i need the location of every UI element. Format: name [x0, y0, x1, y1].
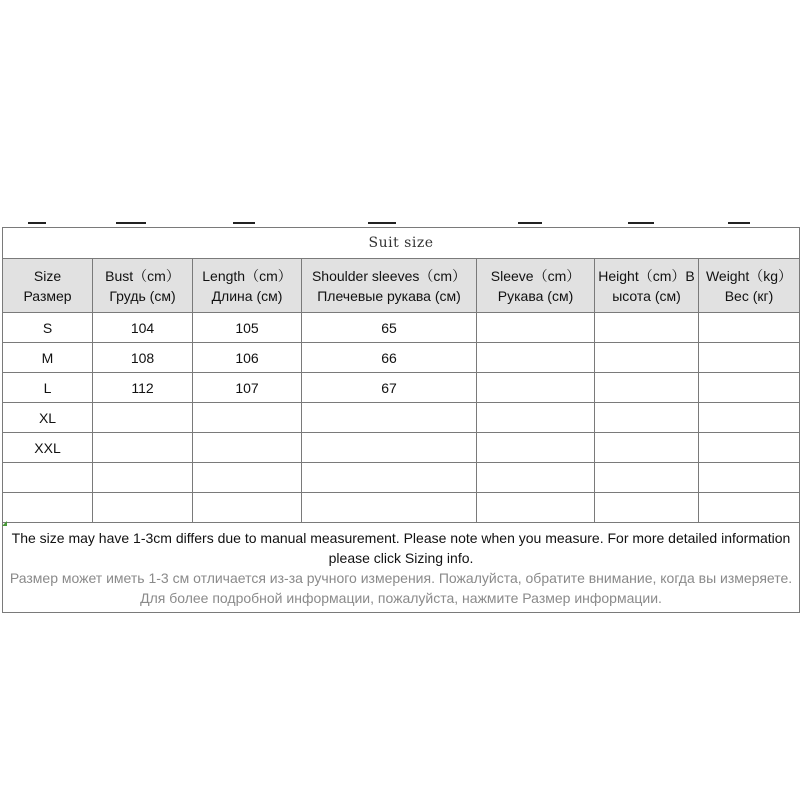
table-cell-size: M	[3, 343, 93, 373]
table-cell-bust	[93, 463, 193, 493]
table-cell-shoulder-sleeves	[302, 463, 477, 493]
table-cell-bust: 112	[93, 373, 193, 403]
header-label-en: Shoulder sleeves（cm）	[311, 267, 467, 284]
table-cell-sleeve	[477, 403, 595, 433]
table-cell-shoulder-sleeves	[302, 493, 477, 523]
header-label-ru: Рукава (см)	[497, 287, 574, 304]
header-row	[3, 259, 800, 313]
table-cell-size	[3, 463, 93, 493]
table-row	[3, 403, 800, 433]
table-cell-height	[595, 433, 699, 463]
table-cell-bust: 108	[93, 343, 193, 373]
table-row	[3, 433, 800, 463]
table-cell-weight	[699, 463, 800, 493]
table-cell-height	[595, 373, 699, 403]
note-row	[3, 523, 800, 613]
table-cell-height	[595, 403, 699, 433]
table-cell-sleeve	[477, 433, 595, 463]
table-cell-size	[3, 493, 93, 523]
table-cell-size: XXL	[3, 433, 93, 463]
table-cell-height	[595, 463, 699, 493]
header-label-en: Height（cm）В	[598, 267, 695, 284]
size-chart-table	[2, 227, 800, 613]
table-cell-weight	[699, 493, 800, 523]
table-cell-shoulder-sleeves: 66	[302, 343, 477, 373]
table-cell-shoulder-sleeves: 67	[302, 373, 477, 403]
header-label-en: Sleeve（cm）	[490, 267, 581, 284]
header-label-en: Length（cm）	[202, 267, 292, 284]
table-cell-length: 106	[193, 343, 302, 373]
table-cell-weight	[699, 403, 800, 433]
table-row	[3, 343, 800, 373]
header-label-ru: ысота (см)	[612, 287, 681, 304]
table-cell-length: 107	[193, 373, 302, 403]
table-cell-length: 105	[193, 313, 302, 343]
table-cell-weight	[699, 343, 800, 373]
table-row	[3, 313, 800, 343]
table-cell-length	[193, 433, 302, 463]
header-label-en: Bust（cm）	[105, 267, 180, 284]
table-cell-size: S	[3, 313, 93, 343]
table-cell-sleeve	[477, 463, 595, 493]
header-label-ru: Размер	[23, 287, 72, 304]
note-english: The size may have 1-3cm differs due to manual measurement. Please note when you measure. For more detailed information please click Sizing info.	[11, 529, 791, 566]
cropped-text-artifact	[28, 219, 772, 227]
header-shoulder-sleeves	[302, 259, 477, 313]
header-label-en: Size	[33, 267, 62, 284]
header-label-ru: Плечевые рукава (см)	[317, 287, 461, 304]
measurement-note	[3, 523, 800, 613]
header-label-ru: Вес (кг)	[724, 287, 774, 304]
table-cell-weight	[699, 313, 800, 343]
table-cell-size: L	[3, 373, 93, 403]
table-cell-length	[193, 403, 302, 433]
table-cell-bust: 104	[93, 313, 193, 343]
table-cell-length	[193, 463, 302, 493]
table-title: Suit size	[3, 228, 800, 259]
table-cell-weight	[699, 433, 800, 463]
header-label-ru: Грудь (см)	[109, 287, 176, 304]
table-cell-bust	[93, 433, 193, 463]
table-cell-bust	[93, 403, 193, 433]
table-cell-sleeve	[477, 493, 595, 523]
header-label-en: Weight（kg）	[705, 267, 793, 284]
table-cell-length	[193, 493, 302, 523]
table-cell-height	[595, 493, 699, 523]
header-weight	[699, 259, 800, 313]
table-cell-sleeve	[477, 373, 595, 403]
table-cell-shoulder-sleeves: 65	[302, 313, 477, 343]
table-cell-weight	[699, 373, 800, 403]
table-cell-bust	[93, 493, 193, 523]
table-cell-shoulder-sleeves	[302, 403, 477, 433]
table-cell-height	[595, 313, 699, 343]
header-size	[3, 259, 93, 313]
header-height	[595, 259, 699, 313]
table-row	[3, 493, 800, 523]
header-sleeve	[477, 259, 595, 313]
table-cell-size: XL	[3, 403, 93, 433]
note-russian: Размер может иметь 1-3 см отличается из-за ручного измерения. Пожалуйста, обратите внимание, когда вы измеряете. Для более подробной информации, пожалуйста, нажмите Размер информации.	[9, 569, 793, 606]
header-bust	[93, 259, 193, 313]
header-label-ru: Длина (см)	[211, 287, 283, 304]
table-cell-shoulder-sleeves	[302, 433, 477, 463]
table-cell-height	[595, 343, 699, 373]
header-length	[193, 259, 302, 313]
table-cell-sleeve	[477, 313, 595, 343]
table-cell-sleeve	[477, 343, 595, 373]
table-row	[3, 373, 800, 403]
table-row	[3, 463, 800, 493]
